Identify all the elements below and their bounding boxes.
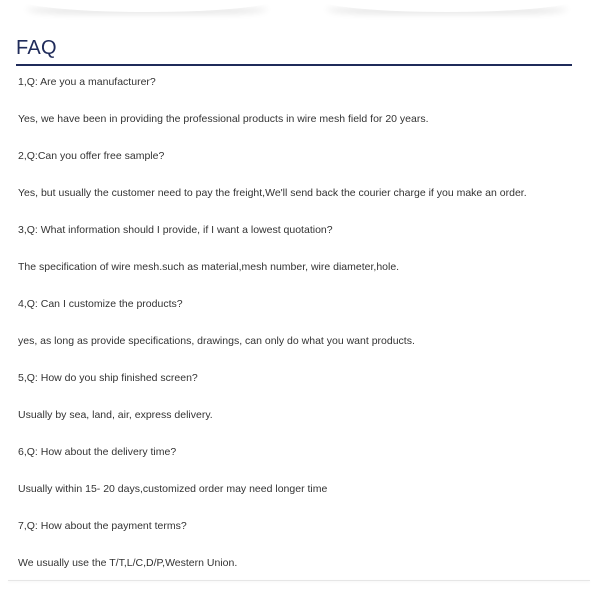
bottom-divider [8,580,590,581]
faq-question-2: 2,Q:Can you offer free sample? [18,150,165,162]
faq-answer-3: The specification of wire mesh.such as material,mesh number, wire diameter,hole. [18,261,400,273]
faq-answer-5: Usually by sea, land, air, express delivery. [18,409,213,421]
faq-title: FAQ [16,36,572,66]
faq-answer-6: Usually within 15- 20 days,customized order may need longer time [18,483,328,495]
faq-answer-1: Yes, we have been in providing the professional products in wire mesh field for 20 years. [18,113,429,125]
faq-question-4: 4,Q: Can I customize the products? [18,298,183,310]
faq-answer-4: yes, as long as provide specifications, drawings, can only do what you want products. [18,335,415,347]
faq-question-1: 1,Q: Are you a manufacturer? [18,76,156,88]
faq-question-6: 6,Q: How about the delivery time? [18,446,177,458]
faq-question-5: 5,Q: How do you ship finished screen? [18,372,198,384]
faq-answer-7: We usually use the T/T,L/C,D/P,Western Union. [18,557,238,569]
faq-section [16,36,572,66]
faq-question-7: 7,Q: How about the payment terms? [18,520,187,532]
card-shadow-right [322,0,572,12]
faq-answer-2: Yes, but usually the customer need to pay the freight,We'll send back the courier charge if you make an order. [18,187,527,199]
top-card-shadows [0,0,600,20]
faq-question-3: 3,Q: What information should I provide, if I want a lowest quotation? [18,224,333,236]
card-shadow-left [22,0,272,12]
